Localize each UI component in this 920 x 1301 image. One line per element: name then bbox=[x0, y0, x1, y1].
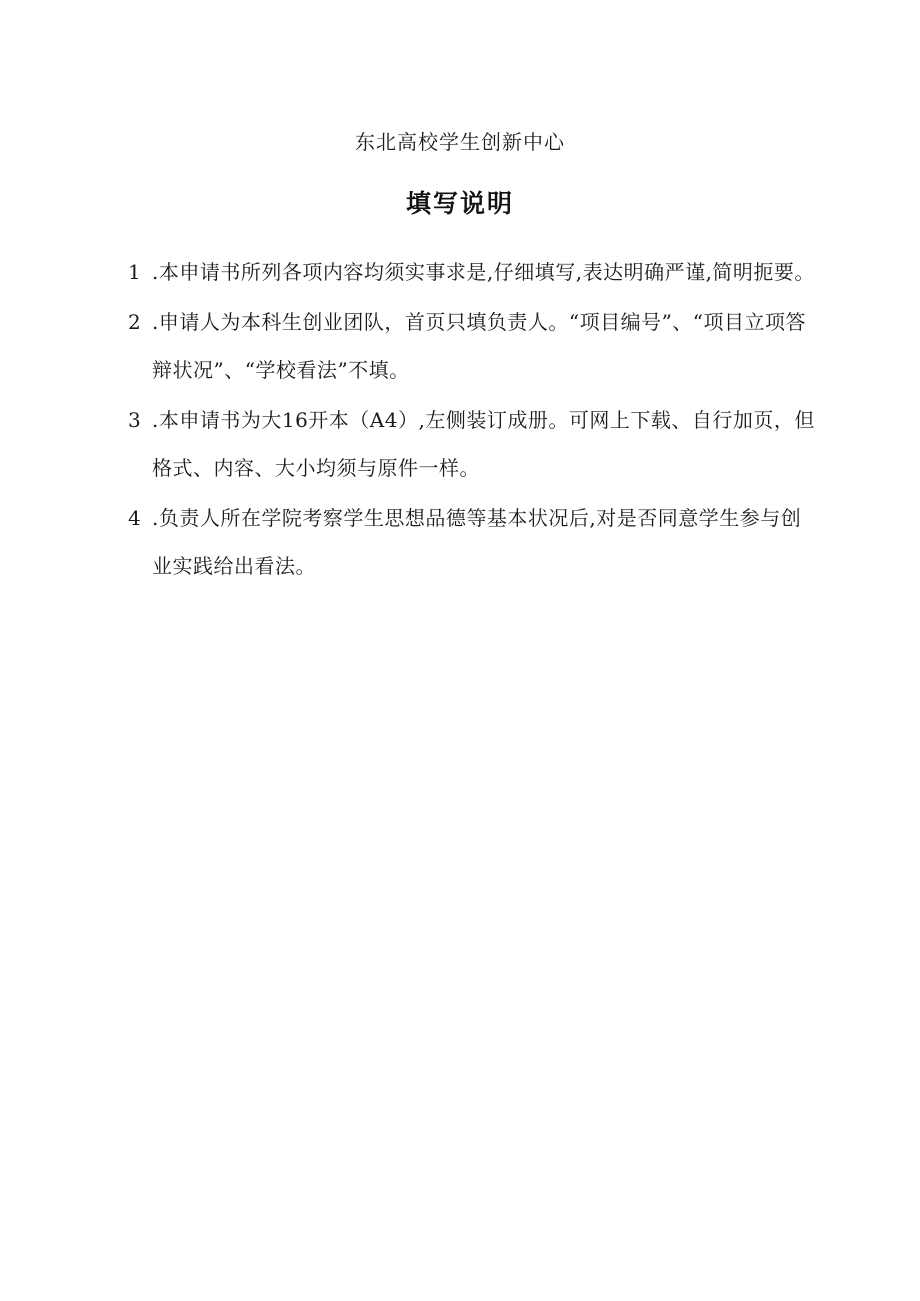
organization-name: 东北高校学生创新中心 bbox=[355, 130, 565, 154]
instruction-list bbox=[128, 248, 818, 592]
instruction-number: 1 bbox=[128, 260, 141, 284]
instruction-number: 4 bbox=[128, 506, 141, 530]
instruction-number: 3 bbox=[128, 408, 141, 432]
instruction-item-4 bbox=[128, 494, 818, 590]
instruction-text: .申请人为本科生创业团队，首页只填负责人。“项目编号”、“项目立项答辩状况”、“学校看法”不填。 bbox=[152, 310, 807, 382]
instruction-item-3 bbox=[128, 396, 818, 492]
instruction-text: .本申请书所列各项内容均须实事求是,仔细填写,表达明确严谨,简明扼要。 bbox=[152, 260, 815, 284]
instruction-number: 2 bbox=[128, 310, 141, 334]
instruction-text: .负责人所在学院考察学生思想品德等基本状况后,对是否同意学生参与创业实践给出看法。 bbox=[152, 506, 802, 578]
instruction-item-1 bbox=[128, 248, 818, 296]
instruction-text: .本申请书为大16开本（A4）,左侧装订成册。可网上下载、自行加页，但格式、内容、大小均须与原件一样。 bbox=[152, 408, 815, 480]
instruction-item-2 bbox=[128, 298, 818, 394]
page-title: 填写说明 bbox=[405, 189, 514, 218]
